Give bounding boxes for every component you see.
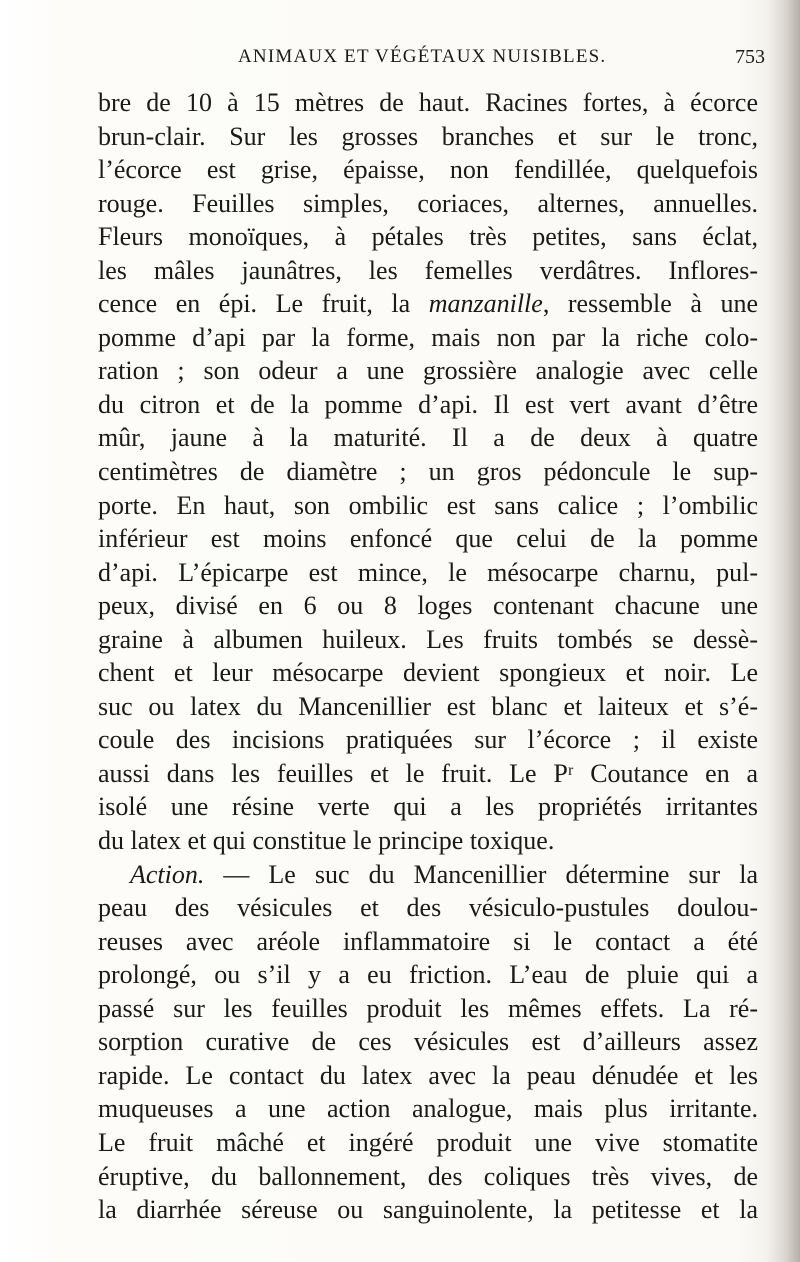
text-line: rouge. Feuilles simples, coriaces, alternes, annuelles. — [98, 188, 758, 218]
text-line: sorption curative de ces vésicules est d’ailleurs assez — [98, 1027, 758, 1057]
text-line: mûr, jaune à la maturité. Il a de deux à quatre — [98, 423, 758, 453]
text-line: suc ou latex du Mancenillier est blanc et laiteux et s’é- — [98, 691, 758, 721]
running-title: ANIMAUX ET VÉGÉTAUX NUISIBLES. — [238, 46, 607, 67]
text-line: la diarrhée séreuse ou sanguinolente, la petitesse et la — [98, 1195, 758, 1225]
text-line: ration ; son odeur a une grossière analogie avec celle — [98, 356, 758, 386]
text-line: isolé une résine verte qui a les propriétés irritantes — [98, 792, 758, 822]
body-text — [98, 86, 758, 1227]
section-heading-italic: Action. — [130, 859, 205, 889]
text-line: brun-clair. Sur les grosses branches et sur le tronc, — [98, 121, 758, 151]
text-line: les mâles jaunâtres, les femelles verdâtres. Inflores- — [98, 255, 758, 285]
text-line: l’écorce est grise, épaisse, non fendillée, quelquefois — [98, 155, 758, 185]
spine-shadow — [766, 0, 800, 1262]
text-line: centimètres de diamètre ; un gros pédoncule le sup- — [98, 457, 758, 487]
text-line: muqueuses a une action analogue, mais plus irritante. — [98, 1094, 758, 1124]
text-line: Action. — Le suc du Mancenillier détermine sur la — [130, 859, 758, 889]
italic-term: manzanille — [428, 289, 543, 319]
page-header — [100, 46, 765, 74]
text-line: chent et leur mésocarpe devient spongieux et noir. Le — [98, 658, 758, 688]
text-line: du citron et de la pomme d’api. Il est vert avant d’être — [98, 389, 758, 419]
text-line: pomme d’api par la forme, mais non par la riche colo- — [98, 322, 758, 352]
text-line: graine à albumen huileux. Les fruits tombés se dessè- — [98, 624, 758, 654]
text-line: cence en épi. Le fruit, la manzanille, ressemble à une — [98, 289, 758, 319]
text-line: bre de 10 à 15 mètres de haut. Racines fortes, à écorce — [98, 88, 758, 117]
text-line: rapide. Le contact du latex avec la peau dénudée et les — [98, 1060, 758, 1090]
text-line: inférieur est moins enfoncé que celui de la pomme — [98, 524, 758, 554]
text-line: aussi dans les feuilles et le fruit. Le Pʳ Coutance en a — [98, 758, 758, 788]
text-line: éruptive, du ballonnement, des coliques très vives, de — [98, 1161, 758, 1191]
text-line: reuses avec aréole inflammatoire si le contact a été — [98, 926, 758, 956]
text-line: coule des incisions pratiquées sur l’écorce ; il existe — [98, 725, 758, 755]
text-line: peux, divisé en 6 ou 8 loges contenant chacune une — [98, 591, 758, 621]
text-line: Le fruit mâché et ingéré produit une vive stomatite — [98, 1127, 758, 1157]
text-line: peau des vésicules et des vésiculo-pustules doulou- — [98, 893, 758, 923]
paragraph-end-line: du latex et qui constitue le principe toxique. — [98, 826, 555, 856]
text-line: porte. En haut, son ombilic est sans calice ; l’ombilic — [98, 490, 758, 520]
text-line: passé sur les feuilles produit les mêmes effets. La ré- — [98, 993, 758, 1023]
text-line: d’api. L’épicarpe est mince, le mésocarpe charnu, pul- — [98, 557, 758, 587]
text-line: prolongé, ou s’il y a eu friction. L’eau de pluie qui a — [98, 960, 758, 990]
text-line: Fleurs monoïques, à pétales très petites, sans éclat, — [98, 222, 758, 252]
page-number: 753 — [735, 46, 765, 68]
